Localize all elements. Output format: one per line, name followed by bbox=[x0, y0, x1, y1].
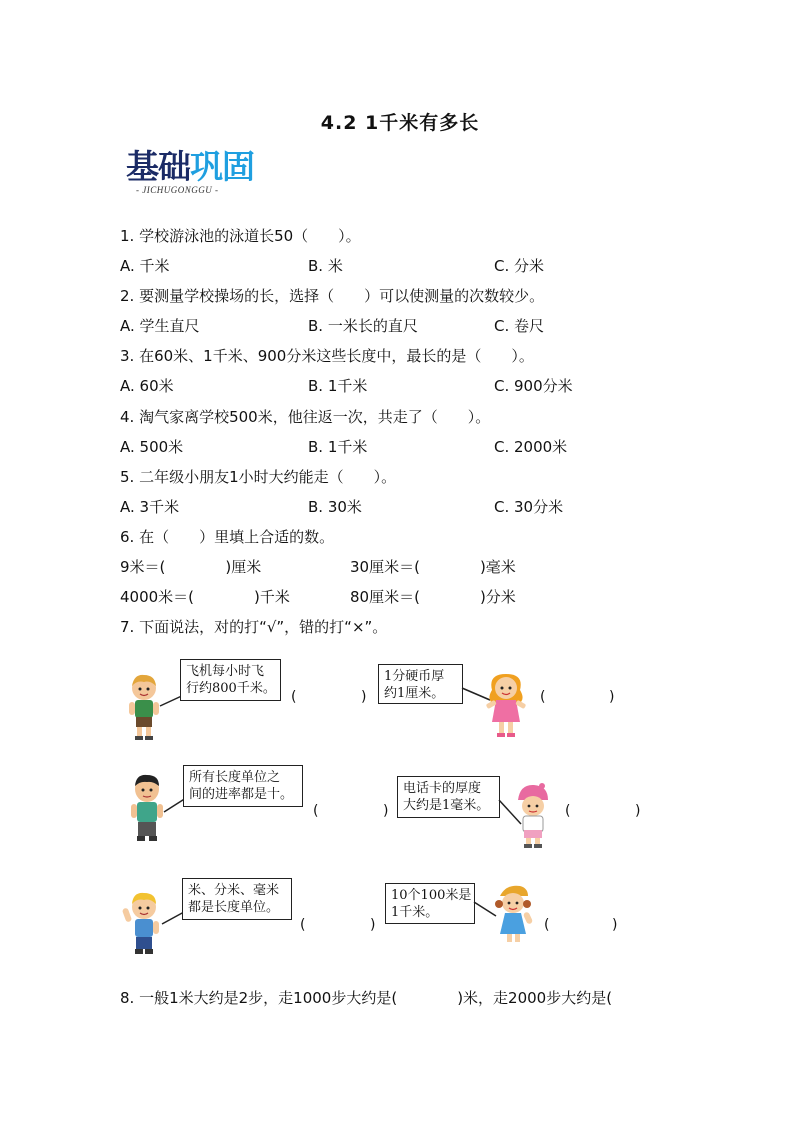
q3-stem: 3. 在60米、1千米、900分米这些长度中，最长的是（ ）。 bbox=[120, 347, 534, 365]
q1-stem: 1. 学校游泳池的泳道长50（ ）。 bbox=[120, 227, 361, 245]
statement-1-line-1: 飞机每小时飞 bbox=[186, 664, 265, 679]
q1-option-c[interactable]: C. 分米 bbox=[494, 257, 545, 275]
statement-5-line-2: 都是长度单位。 bbox=[188, 900, 280, 915]
answer-4-close[interactable]: ) bbox=[635, 803, 641, 819]
q7-stem: 7. 下面说法，对的打“√”，错的打“×”。 bbox=[120, 618, 388, 636]
answer-5-open[interactable]: ( bbox=[300, 917, 306, 933]
q4-option-b[interactable]: B. 1千米 bbox=[308, 438, 368, 456]
answer-3-open[interactable]: ( bbox=[313, 803, 319, 819]
statement-4-line-1: 电话卡的厚度 bbox=[403, 781, 482, 796]
q6-stem: 6. 在（ ）里填上合适的数。 bbox=[120, 528, 335, 546]
statement-bubble-6 bbox=[385, 883, 475, 924]
q1-option-a[interactable]: A. 千米 bbox=[120, 257, 170, 275]
statement-6-line-1: 10个100米是 bbox=[391, 888, 472, 903]
statement-bubble-5 bbox=[182, 878, 292, 920]
logo-text-a: 基础 bbox=[126, 147, 190, 186]
answer-2-open[interactable]: ( bbox=[540, 689, 546, 705]
girl-figure-1 bbox=[484, 670, 528, 742]
answer-6-open[interactable]: ( bbox=[544, 917, 550, 933]
q2-option-b[interactable]: B. 一米长的直尺 bbox=[308, 317, 418, 335]
boy-figure-3 bbox=[122, 890, 166, 962]
statement-bubble-3 bbox=[183, 765, 303, 807]
q3-option-a[interactable]: A. 60米 bbox=[120, 377, 174, 395]
statement-bubble-2 bbox=[378, 664, 463, 704]
page-title: 4.2 1千米有多长 bbox=[320, 112, 480, 134]
statement-bubble-1 bbox=[180, 659, 281, 701]
statement-1-line-2: 行约800千米。 bbox=[186, 681, 276, 696]
girl-figure-2 bbox=[512, 782, 552, 850]
girl-figure-3 bbox=[492, 884, 534, 946]
q3-option-b[interactable]: B. 1千米 bbox=[308, 377, 368, 395]
q4-stem: 4. 淘气家离学校500米，他往返一次，共走了（ ）。 bbox=[120, 408, 491, 426]
answer-6-close[interactable]: ) bbox=[612, 917, 618, 933]
answer-3-close[interactable]: ) bbox=[383, 803, 389, 819]
statement-5-line-1: 米、分米、毫米 bbox=[188, 883, 280, 898]
q8-stem[interactable]: 8. 一般1米大约是2步，走1000步大约是( )米，走2000步大约是( bbox=[120, 989, 613, 1007]
answer-2-close[interactable]: ) bbox=[609, 689, 615, 705]
statement-3-line-1: 所有长度单位之 bbox=[189, 770, 281, 785]
statement-bubble-4 bbox=[397, 776, 500, 818]
q6-blank-2[interactable]: 30厘米＝( )毫米 bbox=[350, 558, 516, 576]
q3-option-c[interactable]: C. 900分米 bbox=[494, 377, 573, 395]
q2-stem: 2. 要测量学校操场的长，选择（ ）可以使测量的次数较少。 bbox=[120, 287, 545, 305]
statement-4-line-2: 大约是1毫米。 bbox=[403, 798, 490, 813]
answer-1-close[interactable]: ) bbox=[361, 689, 367, 705]
q5-option-b[interactable]: B. 30米 bbox=[308, 498, 362, 516]
logo-text-b: 巩固 bbox=[190, 147, 254, 186]
q6-blank-1[interactable]: 9米＝( )厘米 bbox=[120, 558, 262, 576]
q2-option-a[interactable]: A. 学生直尺 bbox=[120, 317, 200, 335]
answer-5-close[interactable]: ) bbox=[370, 917, 376, 933]
answer-1-open[interactable]: ( bbox=[291, 689, 297, 705]
q2-option-c[interactable]: C. 卷尺 bbox=[494, 317, 545, 335]
q6-blank-4[interactable]: 80厘米＝( )分米 bbox=[350, 588, 516, 606]
q5-stem: 5. 二年级小朋友1小时大约能走（ ）。 bbox=[120, 468, 397, 486]
logo-subtitle: - JICHUGONGGU - bbox=[136, 185, 219, 195]
q4-option-a[interactable]: A. 500米 bbox=[120, 438, 184, 456]
statement-3-line-2: 间的进率都是十。 bbox=[189, 787, 294, 802]
answer-4-open[interactable]: ( bbox=[565, 803, 571, 819]
statement-2-line-2: 约1厘米。 bbox=[384, 686, 445, 701]
q5-option-c[interactable]: C. 30分米 bbox=[494, 498, 564, 516]
q6-blank-3[interactable]: 4000米＝( )千米 bbox=[120, 588, 290, 606]
q4-option-c[interactable]: C. 2000米 bbox=[494, 438, 568, 456]
statement-6-line-2: 1千米。 bbox=[391, 905, 439, 920]
section-logo bbox=[126, 148, 271, 196]
statement-2-line-1: 1分硬币厚 bbox=[384, 669, 445, 684]
logo-text bbox=[126, 148, 254, 186]
q5-option-a[interactable]: A. 3千米 bbox=[120, 498, 180, 516]
q1-option-b[interactable]: B. 米 bbox=[308, 257, 343, 275]
